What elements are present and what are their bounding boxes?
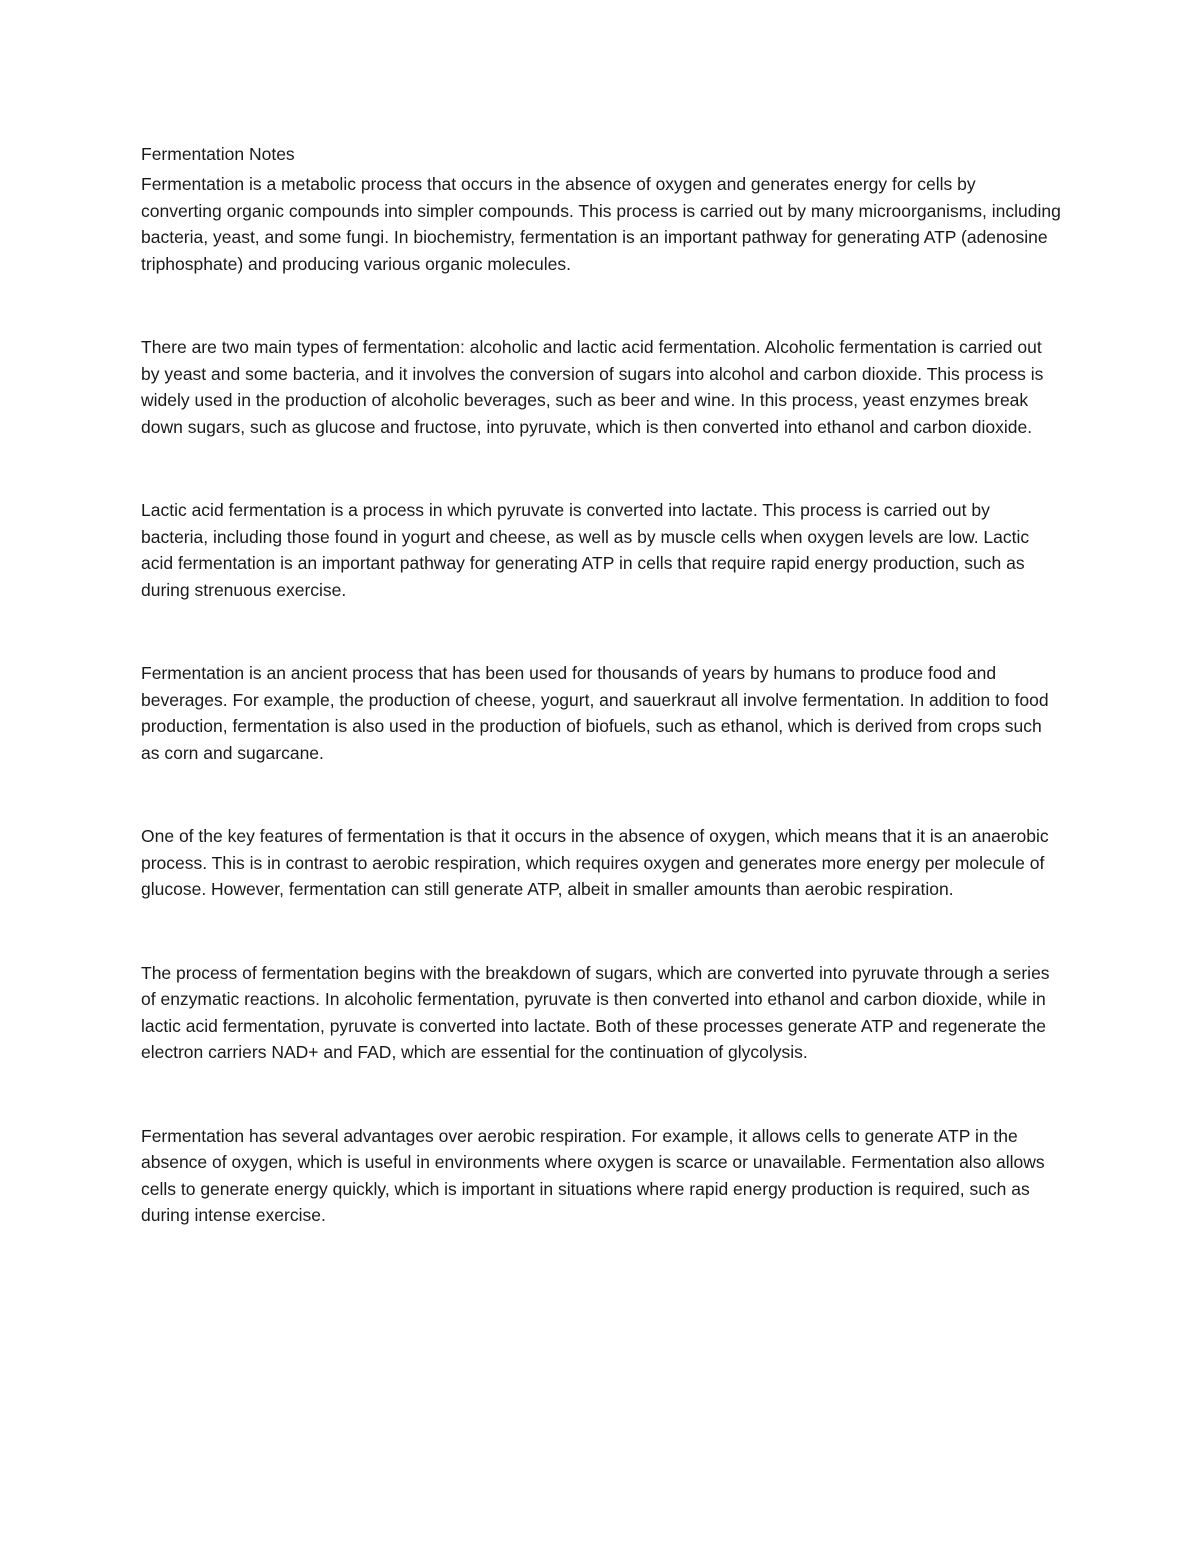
paragraph-advantages: Fermentation has several advantages over aerobic respiration. For example, it allows cells to generate ATP in the absence of oxygen, which is useful in environments where oxygen is scarce or unavailable. Fermentation also allows cells to generate energy quickly, which is important in situations where rapid energy production is required, such as during intense exercise.	[141, 1125, 1045, 1225]
document-body	[141, 141, 1061, 1229]
paragraph-process: The process of fermentation begins with the breakdown of sugars, which are converted into pyruvate through a series of enzymatic reactions. In alcoholic fermentation, pyruvate is then converted into ethanol and carbon dioxide, while in lactic acid fermentation, pyruvate is converted into lactate. Both of these processes generate ATP and regenerate the electron carriers NAD+ and FAD, which are essential for the continuation of glycolysis.	[141, 962, 1050, 1062]
paragraph-anaerobic: One of the key features of fermentation is that it occurs in the absence of oxygen, which means that it is an anaerobic process. This is in contrast to aerobic respiration, which requires oxygen and generates more energy per molecule of glucose. However, fermentation can still generate ATP, albeit in smaller amounts than aerobic respiration.	[141, 826, 1049, 899]
document-title: Fermentation Notes	[141, 144, 295, 164]
paragraph-history: Fermentation is an ancient process that has been used for thousands of years by humans to produce food and beverages. For example, the production of cheese, yogurt, and sauerkraut all involve fermentation. In addition to food production, fermentation is also used in the production of biofuels, such as ethanol, which is derived from crops such as corn and sugarcane.	[141, 663, 1049, 763]
paragraph-intro: Fermentation is a metabolic process that occurs in the absence of oxygen and generates energy for cells by converting organic compounds into simpler compounds. This process is carried out by many microorganisms, including bacteria, yeast, and some fungi. In biochemistry, fermentation is an important pathway for generating ATP (adenosine triphosphate) and producing various organic molecules.	[141, 174, 1061, 274]
paragraph-types: There are two main types of fermentation: alcoholic and lactic acid fermentation. Alcoholic fermentation is carried out by yeast and some bacteria, and it involves the conversion of sugars into alcohol and carbon dioxide. This process is widely used in the production of alcoholic beverages, such as beer and wine. In this process, yeast enzymes break down sugars, such as glucose and fructose, into pyruvate, which is then converted into ethanol and carbon dioxide.	[141, 337, 1044, 437]
paragraph-lactic-acid: Lactic acid fermentation is a process in which pyruvate is converted into lactate. This process is carried out by bacteria, including those found in yogurt and cheese, as well as by muscle cells when oxygen levels are low. Lactic acid fermentation is an important pathway for generating ATP in cells that require rapid energy production, such as during strenuous exercise.	[141, 500, 1030, 600]
